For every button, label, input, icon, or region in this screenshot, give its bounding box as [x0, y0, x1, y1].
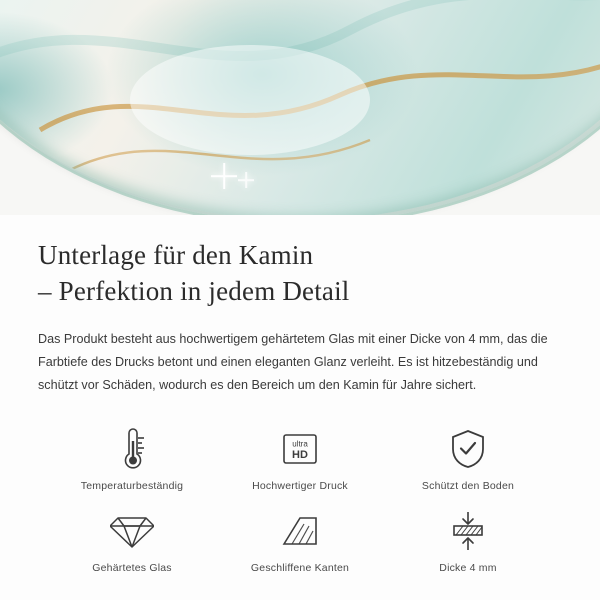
page-title [38, 237, 562, 310]
hero-image [0, 0, 600, 215]
disc-surface [0, 0, 600, 215]
feature-item [216, 426, 384, 492]
feature-item [216, 508, 384, 574]
feature-label: Temperaturbeständig [80, 479, 184, 492]
glass-disc-graphic [0, 0, 600, 215]
feature-label: Hochwertiger Druck [252, 479, 348, 492]
thermometer-icon [115, 426, 149, 472]
feature-label: Dicke 4 mm [439, 561, 497, 574]
feature-grid [38, 426, 562, 574]
svg-text:HD: HD [292, 448, 308, 461]
feature-label: Gehärtetes Glas [92, 561, 172, 574]
feature-item [384, 508, 552, 574]
marble-vein-paths [0, 0, 600, 215]
marble-veins [0, 0, 600, 215]
feature-item [384, 426, 552, 492]
headline-line-1: Unterlage für den Kamin [38, 240, 314, 270]
headline-line-2: – Perfektion in jedem Detail [38, 276, 350, 307]
polished-edges-icon [280, 508, 320, 554]
svg-text:ultra: ultra [292, 439, 308, 449]
thickness-arrows-icon [448, 508, 488, 554]
diamond-icon [110, 508, 154, 554]
feature-label: Schützt den Boden [421, 479, 515, 492]
feature-item [48, 426, 216, 492]
content-section [0, 215, 600, 574]
ultra-hd-icon [280, 426, 320, 472]
feature-item [48, 508, 216, 574]
shield-check-icon [449, 426, 487, 472]
feature-label: Geschliffene Kanten [250, 561, 350, 574]
description-paragraph: Das Produkt besteht aus hochwertigem gehärtetem Glas mit einer Dicke von 4 mm, das die Farbtiefe des Drucks betont und einen eleganten Glanz verleiht. Es ist hitzebeständig und schützt vor Schäden, wodurch es den Bereich um den Kamin für Jahre sichert. [38, 331, 548, 393]
